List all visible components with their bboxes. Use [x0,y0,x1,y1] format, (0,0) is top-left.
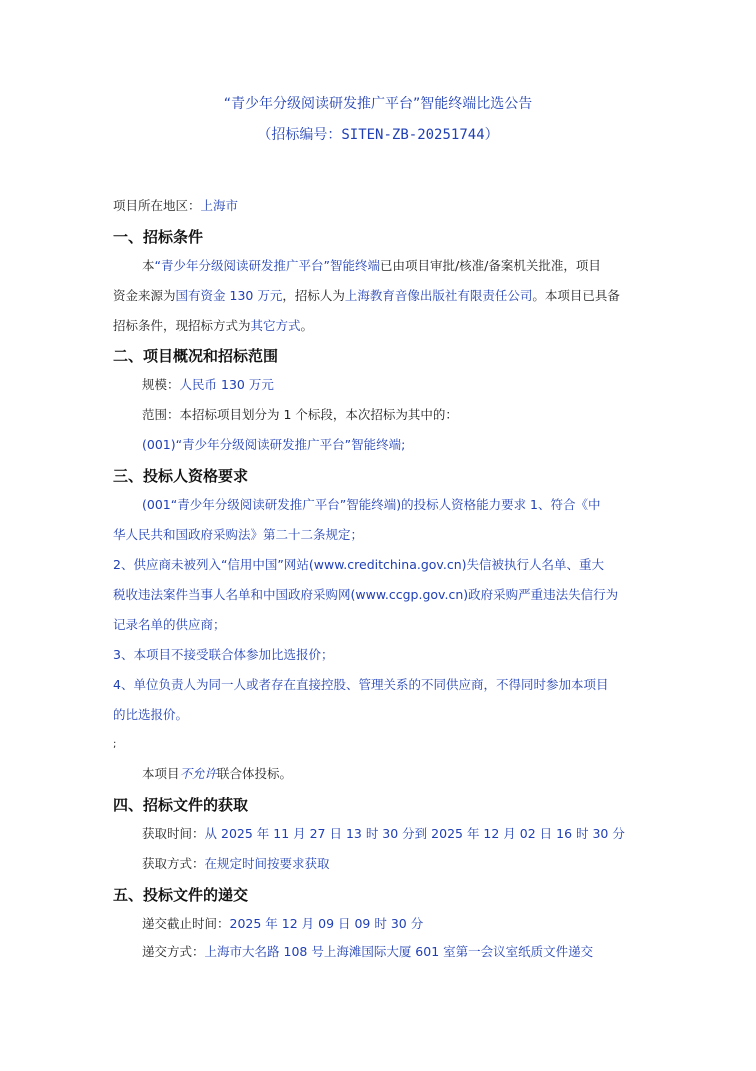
acquisition-method-label: 获取方式： [142,856,205,871]
section3-heading: 三、投标人资格要求 [113,467,249,485]
fund-source: 国有资金 130 万元 [175,288,283,303]
qualification-line: 记录名单的供应商； [113,617,226,632]
qualification-line: 税收违法案件当事人名单和中国政府采购网(www.ccgp.gov.cn)政府采购严重违法失信行为 [113,587,619,602]
text-segment: 本项目 [142,766,180,781]
submission-deadline [142,916,423,932]
project-scale-label: 规模： [142,377,180,392]
text-segment: 。 [300,318,314,333]
qualification-line: 2、供应商未被列入“信用中国”网站(www.creditchina.gov.cn)失信被执行人名单、重大 [113,557,604,572]
text-segment: 招标条件，现招标方式为 [113,318,251,333]
project-location [113,198,238,214]
text-segment: 本 [142,258,155,273]
tender-number [0,126,756,144]
project-location-label: 项目所在地区： [113,198,201,213]
section1-line1 [142,258,601,274]
section1-line3 [113,318,313,334]
section1-line2 [113,288,620,304]
acquisition-method [142,856,330,872]
submission-method-label: 递交方式： [142,944,205,959]
text-segment: 资金来源为 [113,288,176,303]
text-segment: 已由项目审批/核准/备案机关批准，项目 [379,258,601,273]
text-segment: ，招标人为 [282,288,345,303]
section4-heading: 四、招标文件的获取 [113,796,249,814]
project-scale [142,377,274,393]
document-title: “青少年分级阅读研发推广平台”智能终端比选公告 [223,96,533,112]
tender-method: 其它方式 [250,318,301,333]
tender-number-prefix: （招标编号： [257,127,342,143]
qualification-line: (001“青少年分级阅读研发推广平台”智能终端)的投标人资格能力要求 1、符合《中 [142,497,601,512]
submission-method [142,944,593,960]
tenderer-name: 上海教育音像出版社有限责任公司 [344,288,533,303]
tender-number-suffix: ） [484,127,499,143]
qualification-line: 的比选报价。 [113,707,189,722]
project-scale-value: 人民币 130 万元 [179,377,274,392]
section5-heading: 五、投标文件的递交 [113,886,249,904]
project-name: “青少年分级阅读研发推广平台”智能终端 [154,258,380,273]
acquisition-time-label: 获取时间： [142,826,205,841]
project-location-value: 上海市 [200,198,239,213]
section1-heading: 一、招标条件 [113,228,204,246]
qualification-line: 3、本项目不接受联合体参加比选报价； [113,647,334,662]
acquisition-time [142,826,625,842]
tender-number-value: SITEN-ZB-20251744 [341,127,485,143]
submission-deadline-label: 递交截止时间： [142,916,230,931]
joint-bid-statement [142,766,292,782]
section2-heading: 二、项目概况和招标范围 [113,347,279,365]
project-scope: 范围：本招标项目划分为 1 个标段，本次招标为其中的： [142,407,458,422]
acquisition-method-value: 在规定时间按要求获取 [204,856,330,871]
submission-deadline-value: 2025 年 12 月 09 日 09 时 30 分 [229,916,424,931]
separator-mark: ; [113,739,117,750]
joint-bid-value: 不允许 [179,766,218,781]
lot-item: (001)“青少年分级阅读研发推广平台”智能终端; [142,437,406,452]
qualification-line: 华人民共和国政府采购法》第二十二条规定； [113,527,364,542]
qualification-line: 4、单位负责人为同一人或者存在直接控股、管理关系的不同供应商，不得同时参加本项目 [113,677,609,692]
submission-method-value: 上海市大名路 108 号上海滩国际大厦 601 室第一会议室纸质文件递交 [204,944,594,959]
text-segment: 。本项目已具备 [532,288,620,303]
text-segment: 联合体投标。 [217,766,293,781]
acquisition-time-value: 从 2025 年 11 月 27 日 13 时 30 分到 2025 年 12 月 02 日 16 时 30 分 [204,826,625,841]
